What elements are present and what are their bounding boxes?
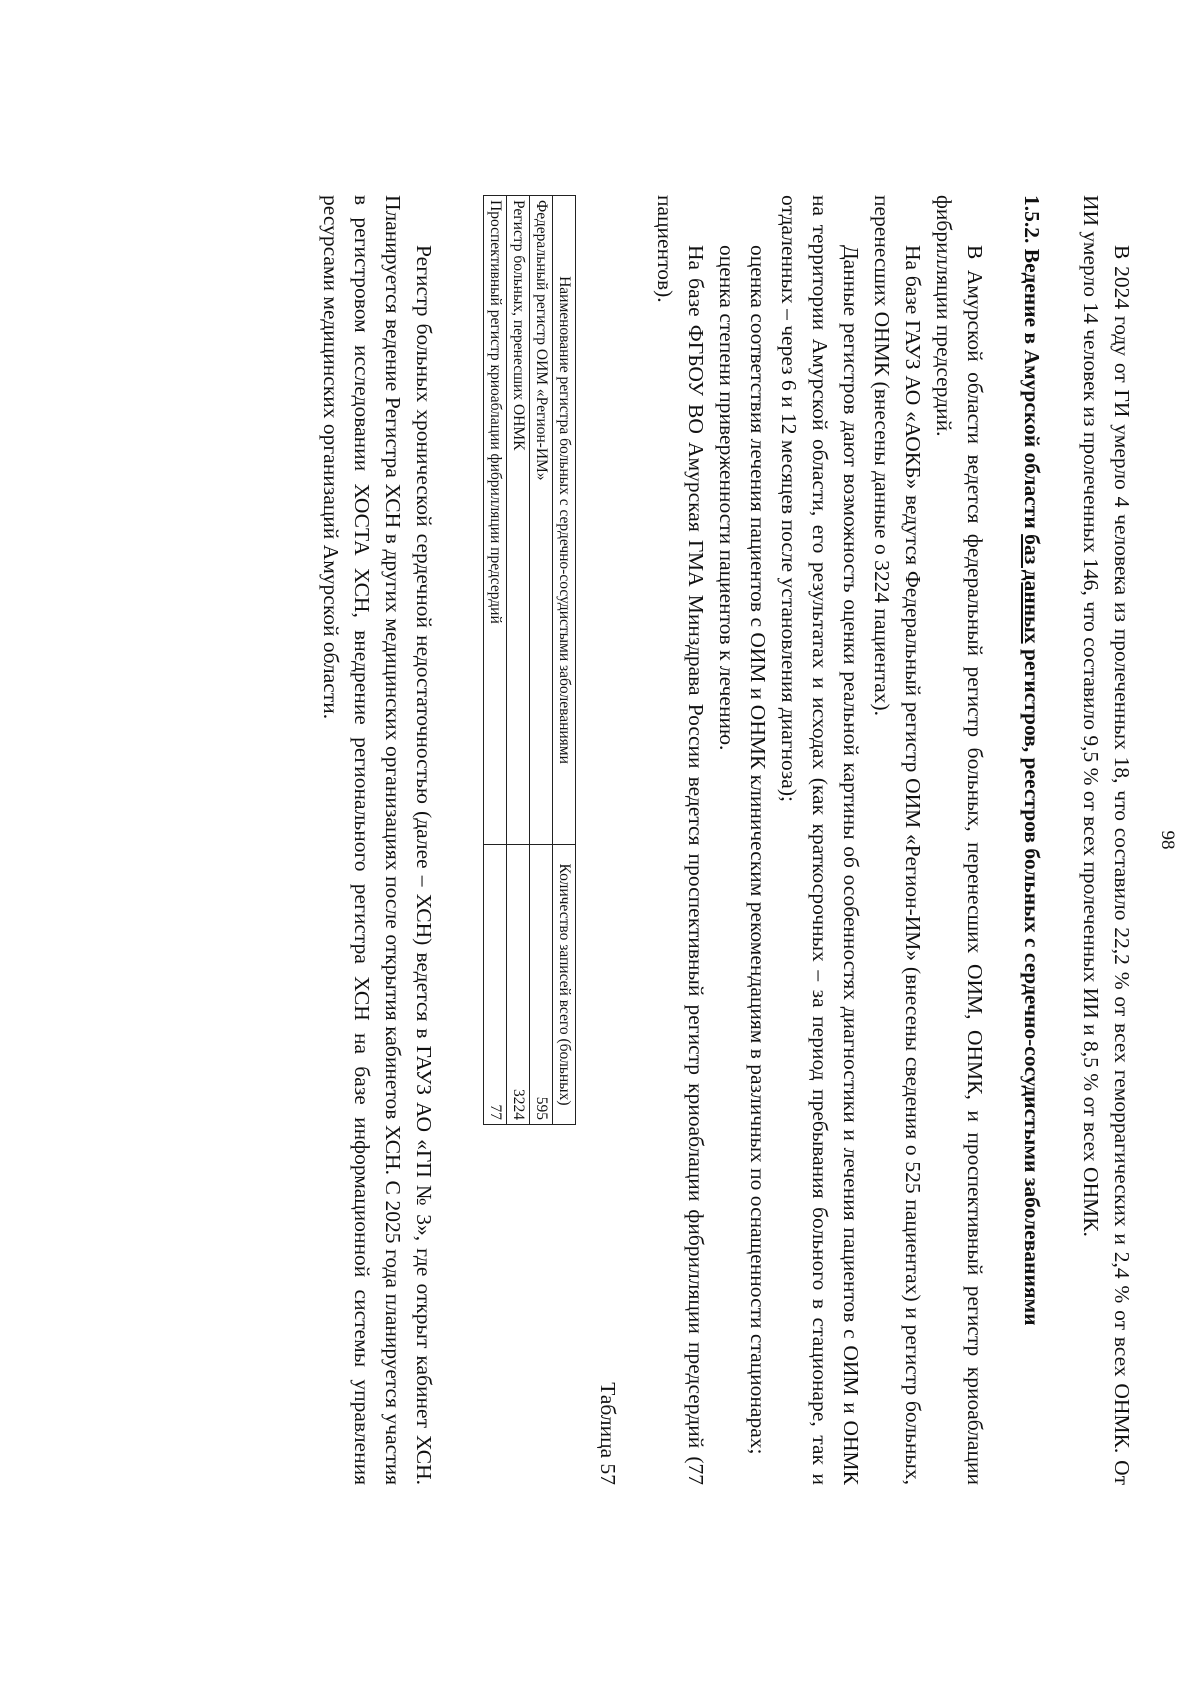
table-header-count: Количество записей всего (больных) (553, 845, 576, 1125)
table-cell-name: Федеральный регистр ОИМ «Регион-ИМ» (530, 196, 553, 845)
paragraph-closing: Регистр больных хронической сердечной недостаточностью (далее – ХСН) ведется в ГАУЗ АО «ГП № 3», где открыт кабинет ХСН. Планируется ведение Регистра ХСН в других медицинских организациях после открытия кабинетов ХСН. С 2025 года планируется участия в регистровом исследовании ХОСТА ХСН, внедрение регионального регистра ХСН на базе информационной системы управления ресурсами медицинских организаций Амурской области. (319, 195, 436, 1485)
table-cell-name: Проспективный регистр криоаблации фибрилляции предсердий (484, 196, 507, 845)
section-heading (1016, 195, 1047, 1485)
document-page (185, 70, 1185, 1610)
table-cell-name: Регистр больных, перенесших ОНМК (507, 196, 530, 845)
paragraph: На базе ФГБОУ ВО Амурская ГМА Минздрава России ведется проспективный регистр криоаблации фибрилляции предсердий (77 пациентов). (653, 195, 708, 1485)
paragraph: В Амурской области ведется федеральный регистр больных, перенесших ОИМ, ОНМК, и проспективный регистр криоаблации фибрилляции предсердий. (932, 195, 987, 1485)
table-cell-count: 77 (484, 845, 507, 1125)
paragraph-intro: В 2024 году от ГИ умерло 4 человека из пролеченных 18, что составило 22,2 % от всех геморрагических и 2,4 % от всех ОНМК. От ИИ умерло 14 человек из пролеченных 146, что составило 9,5 % от всех пролеченных ИИ и 8,5 % от всех ОНМК. (1079, 195, 1134, 1485)
paragraph: оценка соответствия лечения пациентов с ОИМ и ОНМК клиническим рекомендациям в различных по оснащенности стационарах; (746, 245, 770, 1455)
section-heading-underlined: баз данных (1020, 534, 1044, 644)
document-body (315, 195, 1137, 1485)
paragraph: оценка степени приверженности пациентов к лечению. (715, 245, 739, 751)
table-cell-count: 595 (530, 845, 553, 1125)
table-row (530, 196, 553, 1125)
section-heading-post: регистров, реестров больных с сердечно-сосудистыми заболеваниями (1020, 643, 1044, 1326)
table-header-name: Наименование регистра больных с сердечно-сосудистыми заболеваниями (553, 196, 576, 845)
paragraph: На базе ГАУЗ АО «АОКБ» ведутся Федеральный регистр ОИМ «Регион-ИМ» (внесены сведения о 525 пациентах) и регистр больных, перенесших ОНМК (внесены данные о 3224 пациентах). (870, 195, 925, 1485)
table-caption: Таблица 57 (596, 1382, 620, 1485)
table-cell-count: 3224 (507, 845, 530, 1125)
table-row (507, 196, 530, 1125)
section-heading-pre: 1.5.2. Ведение в Амурской области (1020, 195, 1044, 535)
page-number: 98 (1157, 830, 1178, 850)
table-row (484, 196, 507, 1125)
paragraph: Данные регистров дают возможность оценки реальной картины об особенностях диагностики и лечения пациентов с ОИМ и ОНМК на территории Амурской области, его результатах и исходах (как краткосрочных – за период пребывания больного в стационаре, так и отдаленных – через 6 и 12 месяцев после установления диагноза); (777, 195, 863, 1485)
table-header-row (553, 196, 576, 1125)
registry-table (483, 195, 576, 1125)
